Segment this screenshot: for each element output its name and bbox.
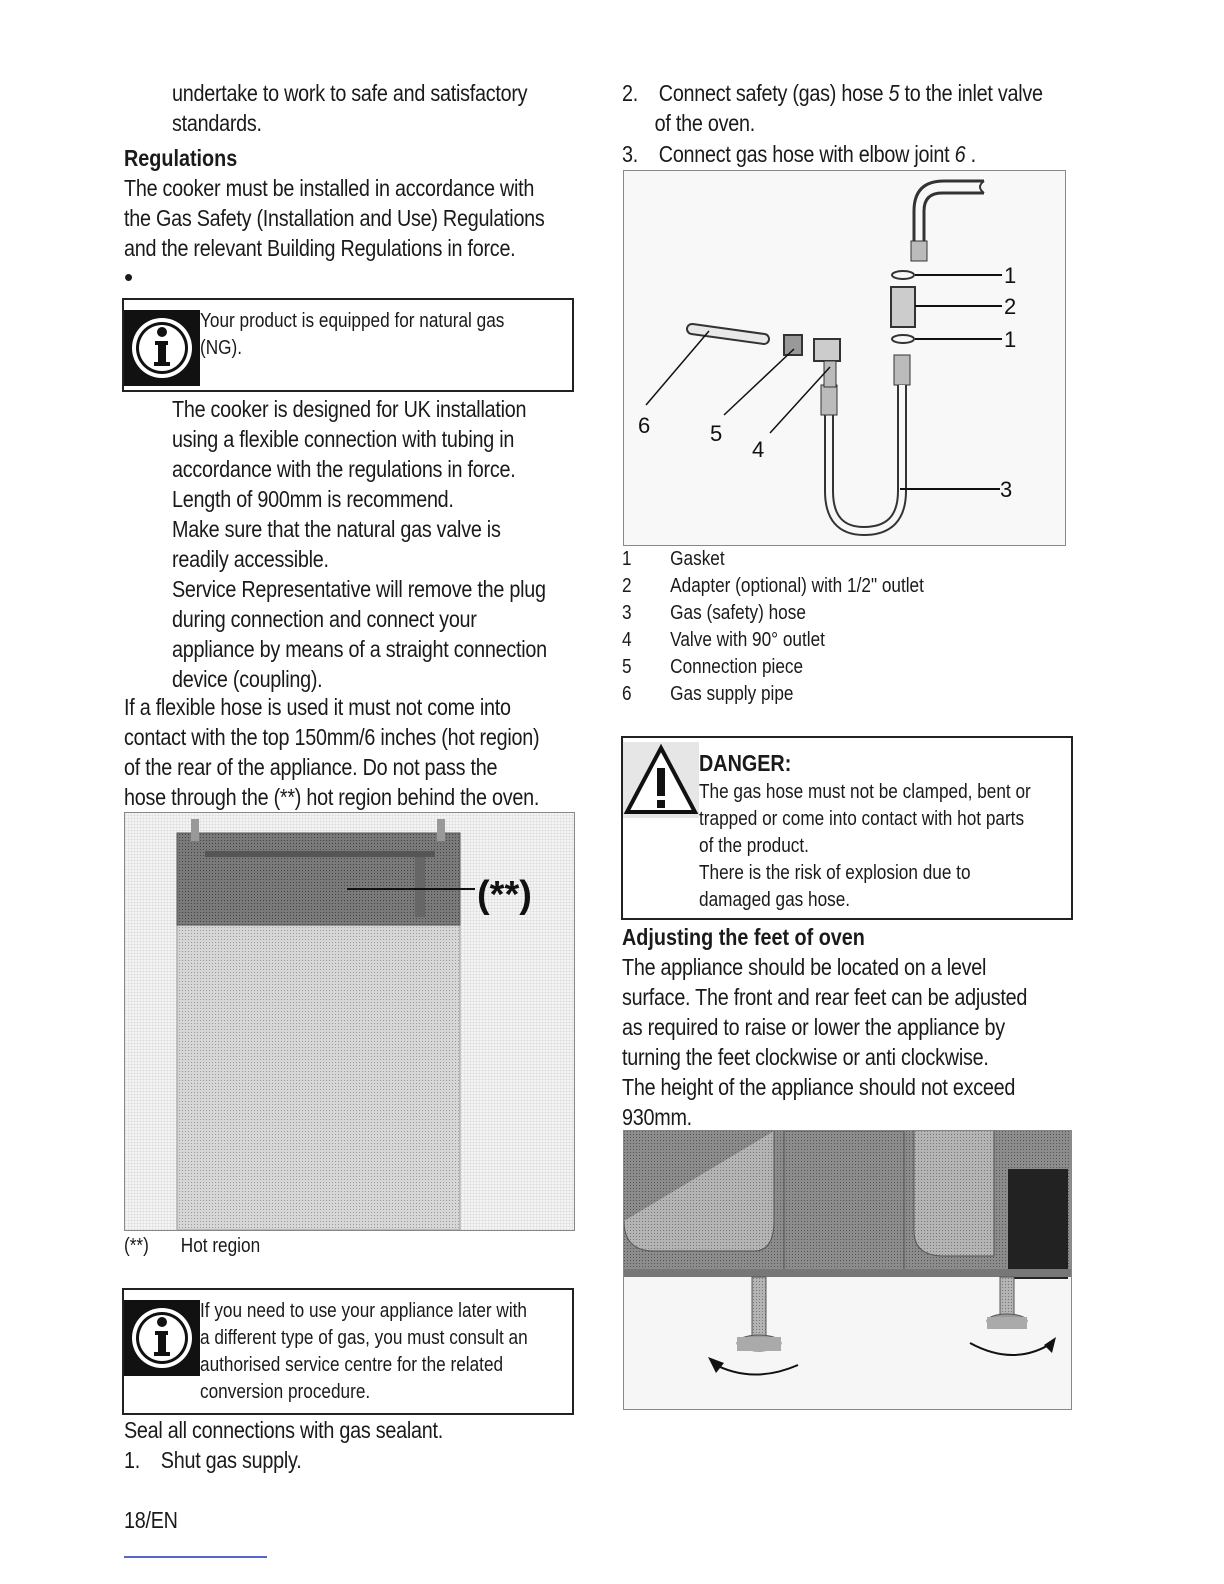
- step-text-b: .: [965, 141, 976, 167]
- flexible-hose-paragraph: [124, 692, 539, 812]
- diagram-label: 2: [1004, 294, 1017, 319]
- hose-line: If a flexible hose is used it must not come into: [124, 694, 511, 720]
- legend-number: 6: [622, 683, 632, 705]
- legend-number: 1: [622, 548, 632, 570]
- legend-text: Gas (safety) hose: [670, 602, 806, 624]
- intro-text: [172, 78, 527, 138]
- legend-text: Connection piece: [670, 656, 804, 678]
- step-number: 3.: [622, 141, 638, 167]
- info-box-natural-gas: [122, 298, 574, 392]
- regulations-line: The cooker must be installed in accordance with: [124, 175, 535, 201]
- step-2: [622, 78, 1043, 138]
- oven-rear-illustration: [125, 813, 574, 1230]
- feet-line: The height of the appliance should not exceed: [622, 1074, 1016, 1100]
- step-3: [622, 139, 976, 169]
- step-ref-number: 5: [888, 80, 900, 106]
- hose-line: contact with the top 150mm/6 inches (hot region): [124, 724, 540, 750]
- legend-text: Valve with 90° outlet: [670, 629, 825, 651]
- diagram-label: 6: [638, 413, 651, 438]
- warning-icon: [623, 742, 699, 818]
- adjustable-feet-figure: [623, 1130, 1072, 1410]
- danger-line: There is the risk of explosion due to: [699, 862, 971, 884]
- intro-line: undertake to work to safe and satisfactory: [172, 80, 528, 106]
- diagram-label: 4: [752, 437, 765, 462]
- uk-line: The cooker is designed for UK installation: [172, 396, 527, 422]
- uk-line: during connection and connect your: [172, 606, 477, 632]
- info-icon: [124, 310, 200, 386]
- uk-line: accordance with the regulations in force.: [172, 456, 516, 482]
- regulations-line: and the relevant Building Regulations in force.: [124, 235, 516, 261]
- diagram-legend: [622, 546, 983, 716]
- legend-number: 3: [622, 602, 632, 624]
- info-text: [200, 1298, 528, 1406]
- regulations-heading: Regulations: [124, 145, 238, 171]
- feet-line: as required to raise or lower the appliance by: [622, 1014, 1005, 1040]
- info-line: authorised service centre for the related: [200, 1354, 504, 1376]
- step-text: Shut gas supply.: [160, 1447, 302, 1473]
- seal-line: Seal all connections with gas sealant.: [124, 1417, 443, 1443]
- regulations-line: the Gas Safety (Installation and Use) Regulations: [124, 205, 545, 231]
- info-line: a different type of gas, you must consult an: [200, 1327, 528, 1349]
- step-text-b: to the inlet valve: [899, 80, 1043, 106]
- oven-feet-illustration: [624, 1131, 1071, 1409]
- info-icon: [124, 1300, 200, 1376]
- feet-line: turning the feet clockwise or anti clockwise.: [622, 1044, 989, 1070]
- info-line: If you need to use your appliance later with: [200, 1300, 528, 1322]
- uk-line: using a flexible connection with tubing in: [172, 426, 515, 452]
- diagram-label: 3: [1000, 477, 1013, 502]
- info-line: conversion procedure.: [200, 1381, 371, 1403]
- uk-installation-paragraph: [172, 394, 547, 694]
- diagram-label: 1: [1004, 263, 1017, 288]
- step-text-a: Connect safety (gas) hose: [658, 80, 889, 106]
- legend-text: Gas supply pipe: [670, 683, 794, 705]
- feet-line: surface. The front and rear feet can be adjusted: [622, 984, 1028, 1010]
- danger-title: DANGER:: [699, 750, 792, 776]
- danger-line: The gas hose must not be clamped, bent or: [699, 781, 1031, 803]
- legend-number: 4: [622, 629, 632, 651]
- danger-text: [699, 779, 1031, 914]
- hot-region-figure: [124, 812, 575, 1231]
- hot-region-label: (**): [477, 874, 532, 916]
- danger-line: damaged gas hose.: [699, 889, 851, 911]
- uk-line: device (coupling).: [172, 666, 323, 692]
- uk-line: Length of 900mm is recommend.: [172, 486, 454, 512]
- step-number: 1.: [124, 1447, 140, 1473]
- bullet: •: [124, 262, 134, 292]
- feet-heading: Adjusting the feet of oven: [622, 924, 865, 950]
- hot-region-caption: [124, 1233, 296, 1260]
- info-text: [200, 308, 504, 362]
- legend-text: Adapter (optional) with 1/2" outlet: [670, 575, 924, 597]
- info-box-gas-conversion: [122, 1288, 574, 1415]
- caption-text: Hot region: [180, 1235, 261, 1257]
- feet-line: 930mm.: [622, 1104, 692, 1130]
- feet-paragraph: [622, 952, 1027, 1132]
- danger-box: [621, 736, 1073, 920]
- footer-rule: [124, 1556, 267, 1558]
- step-1: [124, 1445, 301, 1475]
- info-line: (NG).: [200, 337, 243, 359]
- legend-number: 5: [622, 656, 632, 678]
- intro-line: standards.: [172, 110, 262, 136]
- uk-line: readily accessible.: [172, 546, 329, 572]
- page-number: 18/EN: [124, 1507, 178, 1533]
- diagram-label: 5: [710, 421, 723, 446]
- step-number: 2.: [622, 80, 638, 106]
- legend-text: Gasket: [670, 548, 725, 570]
- uk-line: Make sure that the natural gas valve is: [172, 516, 501, 542]
- caption-mark: (**): [124, 1235, 149, 1257]
- danger-line: trapped or come into contact with hot parts: [699, 808, 1025, 830]
- uk-line: appliance by means of a straight connection: [172, 636, 547, 662]
- regulations-paragraph: [124, 173, 545, 263]
- hose-line: of the rear of the appliance. Do not pass the: [124, 754, 498, 780]
- info-line: Your product is equipped for natural gas: [200, 310, 505, 332]
- step-text-line2: of the oven.: [654, 110, 755, 136]
- step-text-a: Connect gas hose with elbow joint: [658, 141, 955, 167]
- gas-connection-diagram: [623, 170, 1066, 546]
- legend-number: 2: [622, 575, 632, 597]
- diagram-label: 1: [1004, 327, 1017, 352]
- step-ref-number: 6: [954, 141, 966, 167]
- feet-line: The appliance should be located on a level: [622, 954, 987, 980]
- hose-line: hose through the (**) hot region behind the oven.: [124, 784, 540, 810]
- uk-line: Service Representative will remove the plug: [172, 576, 546, 602]
- danger-line: of the product.: [699, 835, 809, 857]
